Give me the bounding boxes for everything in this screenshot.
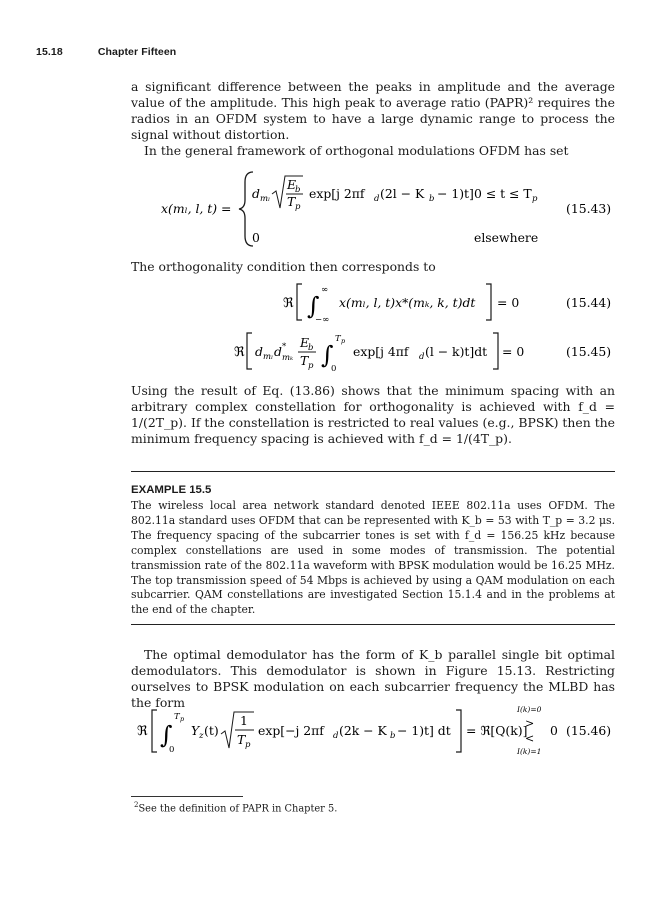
eq43-expr: exp[j 2πf: [309, 186, 365, 201]
left-bracket: [152, 710, 157, 752]
eq43-frac-den: T: [287, 194, 296, 209]
eq43-expr-tail: (2l − K: [380, 186, 425, 201]
eq46-int-upper-sub: p: [180, 715, 185, 723]
eq46-int-lower: 0: [169, 745, 175, 755]
footnote: [134, 801, 337, 814]
eq44-number: (15.44): [566, 295, 612, 310]
eq46-re: ℜ: [137, 724, 148, 739]
eq46-y-sub: z: [199, 731, 204, 741]
right-bracket: [486, 284, 491, 320]
eq45-coef: d: [255, 344, 263, 359]
eq46-expr-tail-sub: b: [390, 731, 396, 741]
eq46-frac-num: 1: [240, 713, 248, 728]
eq46-y-tail: (t): [204, 723, 219, 738]
eq45-integrand-tail: (l − k)t]dt: [425, 344, 488, 359]
eq43-expr-tail-sub: b: [429, 194, 435, 204]
example-bottom-rule: [131, 624, 615, 625]
eq44-rhs: = 0: [497, 295, 520, 310]
eq44-int-lower: −∞: [315, 315, 330, 324]
eq45-int-upper: T: [335, 334, 341, 344]
eq43-coef: d: [252, 186, 260, 201]
eq46-expr-tail: (2k − K: [339, 723, 387, 738]
footnote-rule: [131, 796, 243, 797]
eq45-number: (15.45): [566, 344, 612, 359]
eq43-expr-end: − 1)t]: [437, 186, 474, 201]
right-bracket: [456, 710, 461, 752]
equation-15-44: [131, 280, 615, 324]
eq45-re: ℜ: [234, 345, 245, 360]
equation-15-46: [131, 702, 615, 758]
eq43-frac-den-sub: p: [295, 202, 301, 212]
eq43-cond: 0 ≤ t ≤ T: [474, 186, 532, 201]
eq46-expr: exp[−j 2πf: [258, 723, 324, 738]
eq44-integrand: x(mₗ, l, t)x*(mₖ, k, t)dt: [339, 295, 476, 310]
eq45-coef2: d: [274, 344, 282, 359]
eq43-number: (15.43): [566, 201, 612, 216]
chapter-title: Chapter Fifteen: [97, 46, 177, 58]
equation-15-45: [131, 328, 615, 374]
eq46-decide-gt: >: [525, 717, 535, 730]
eq45-coef2-sub: mₖ: [282, 353, 294, 363]
eq43-frac-num-sub: b: [295, 185, 301, 195]
eq46-threshold: 0: [550, 723, 558, 738]
eq45-frac-den-sub: p: [308, 361, 314, 371]
eq46-decide-top: I(k)=0: [517, 705, 542, 714]
eq45-frac-num-sub: b: [308, 343, 314, 353]
eq46-frac-den-sub: p: [245, 740, 251, 750]
eq45-coef-sub: mₗ: [263, 352, 274, 362]
equation-15-44-graphic: [131, 280, 615, 324]
integral-sign: ∫: [321, 341, 334, 369]
framework-sentence: In the general framework of orthogonal modulations OFDM has set: [144, 143, 569, 158]
eq46-int-upper: T: [174, 712, 180, 722]
eq43-cond-sub: p: [532, 194, 538, 204]
eq45-coef2-sup: *: [282, 342, 287, 352]
example-title: EXAMPLE 15.5: [131, 484, 212, 496]
eq45-frac-num: E: [300, 335, 310, 350]
eq45-int-lower: 0: [331, 364, 337, 374]
eq45-integrand-sub: d: [419, 352, 425, 362]
eq46-expr-end: − 1)t] dt: [397, 723, 451, 738]
eq46-expr-sub: d: [333, 731, 339, 741]
eq46-number: (15.46): [566, 723, 612, 738]
eq46-rhs: = ℜ[Q(k)]: [466, 723, 528, 738]
example-top-rule: [131, 471, 615, 472]
running-header: [36, 46, 176, 58]
eq45-rhs: = 0: [502, 344, 525, 359]
equation-15-46-graphic: [131, 702, 615, 758]
demod-paragraph: The optimal demodulator has the form of K_b parallel single bit optimal demodulators. This demodulator is shown in Figure 15.13. Restricting ourselves to BPSK modulation on each subcarrier frequency the MLBD has the form: [131, 647, 615, 711]
footnote-text: See the definition of PAPR in Chapter 5.: [138, 803, 338, 815]
eq43-lhs: x(mₗ, l, t) =: [161, 201, 232, 216]
eq43-coef-sub: mₗ: [260, 194, 271, 204]
result-paragraph: Using the result of Eq. (13.86) shows that the minimum spacing with an arbitrary complex constellation for orthogonality is achieved with f_d = 1/(2T_p). If the constellation is restricted to real values (e.g., BPSK) then the minimum frequency spacing is achieved with f_d = 1/(4T_p).: [131, 383, 615, 447]
intro-paragraph: a significant difference between the peaks in amplitude and the average value of the amplitude. This high peak to average ratio (PAPR)² requires the radios in an OFDM system to have a large dynamic range to process the signal without distortion.: [131, 79, 615, 143]
equation-15-43: [131, 168, 615, 248]
eq46-decide-bottom: I(k)=1: [517, 747, 542, 756]
example-body: The wireless local area network standard denoted IEEE 802.11a uses OFDM. The 802.11a standard uses OFDM that can be represented with K_b = 53 with T_p = 3.2 μs. The frequency spacing of the subcarrier tones is set with f_d = 156.25 kHz because complex constellations are used in some modes of transmission. The potential transmission rate of the 802.11a waveform with BPSK modulation would be 16.25 MHz. The top transmission speed of 54 Mbps is achieved by using a QAM modulation on each subcarrier. QAM constellations are investigated Section 15.1.4 and in the problems at the end of the chapter.: [131, 499, 615, 617]
eq43-frac-num: E: [287, 177, 297, 192]
eq43-case2-cond: elsewhere: [474, 230, 539, 245]
eq44-re: ℜ: [283, 296, 294, 311]
left-bracket: [297, 284, 302, 320]
footnote-marker: 2: [134, 801, 139, 809]
right-bracket: [493, 333, 498, 369]
eq45-integrand: exp[j 4πf: [353, 344, 409, 359]
eq46-y: Y: [191, 723, 200, 738]
left-brace: [239, 172, 253, 246]
equation-15-45-graphic: [131, 328, 615, 374]
eq46-decide-lt: <: [525, 732, 535, 745]
integral-sign: ∫: [160, 721, 173, 749]
eq45-int-upper-sub: p: [341, 337, 346, 345]
eq43-expr-sub: d: [374, 194, 380, 204]
eq43-case2-value: 0: [252, 230, 260, 245]
left-bracket: [247, 333, 252, 369]
eq46-frac-den: T: [237, 732, 246, 747]
eq45-frac-den: T: [300, 353, 309, 368]
eq44-int-upper: ∞: [321, 285, 329, 295]
orthogonality-sentence: The orthogonality condition then corresponds to: [131, 259, 436, 274]
integral-sign: ∫: [307, 292, 320, 320]
page-number: 15.18: [36, 46, 63, 58]
equation-15-43-graphic: [131, 168, 615, 248]
